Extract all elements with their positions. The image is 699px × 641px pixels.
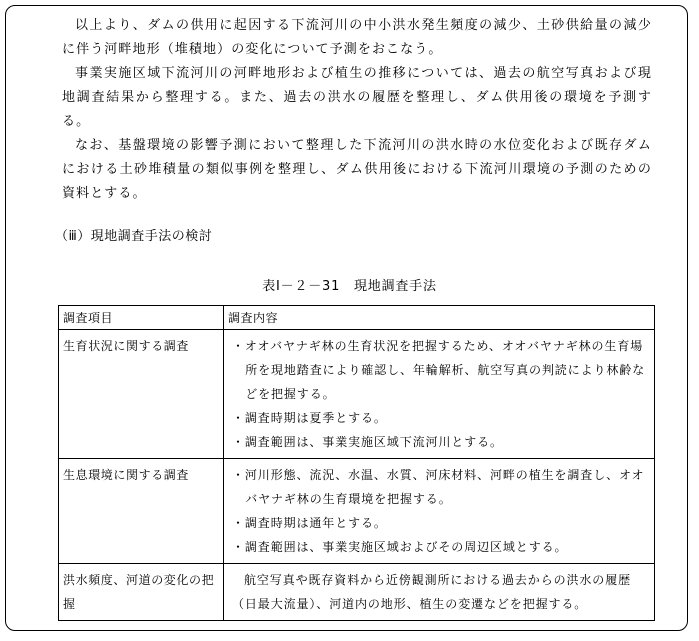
table-row	[59, 459, 655, 564]
intro-paragraph-3: なお、基盤環境の影響予測において整理した下流河川の洪水時の水位変化および既存ダムにおける土砂堆積量の類似事例を整理し、ダム供用後における下流河川環境の予測のための資料とする。	[62, 138, 652, 201]
header-survey-item: 調査項目	[59, 306, 224, 330]
bullet-text: ・調査時期は通年とする。	[232, 516, 387, 530]
content-text: 航空写真や既存資料から近傍観測所における過去からの洪水の履歴（日最大流量）、河道内の地形、植生の変遷などを把握する。	[232, 573, 632, 611]
header-survey-content: 調査内容	[224, 306, 655, 330]
survey-method-table	[58, 305, 655, 621]
row-item-growth: 生育状況に関する調査	[59, 330, 224, 459]
section-heading: （ⅲ）現地調査手法の検討	[55, 229, 213, 244]
table-header-row	[59, 306, 655, 330]
table-row	[59, 330, 655, 459]
bullet-text: ・調査範囲は、事業実施区域およびその周辺区域とする。	[232, 540, 568, 554]
row-content-habitat	[224, 459, 655, 564]
bullet-text: ・調査時期は夏季とする。	[232, 411, 387, 425]
bullet-text: ・調査範囲は、事業実施区域下流河川とする。	[232, 435, 503, 449]
row-item-habitat: 生息環境に関する調査	[59, 459, 224, 564]
intro-paragraph-2: 事業実施区域下流河川の河畔地形および植生の推移については、過去の航空写真および現地調査結果から整理する。また、過去の洪水の履歴を整理し、ダム供用後の環境を予測する。	[62, 66, 652, 129]
bullet-text: ・オオバヤナギ林の生育状況を把握するため、オオバヤナギ林の生育場所を現地踏査により確認し、年輪解析、航空写真の判読により林齢などを把握する。	[232, 339, 646, 401]
table-row	[59, 564, 655, 621]
table-caption: 表Ⅰ－２－31 現地調査手法	[262, 279, 437, 294]
intro-paragraph-1: 以上より、ダムの供用に起因する下流河川の中小洪水発生頻度の減少、土砂供給量の減少に伴う河畔地形（堆積地）の変化について予測をおこなう。	[62, 18, 652, 57]
bullet-text: ・河川形態、流況、水温、水質、河床材料、河畔の植生を調査し、オオバヤナギ林の生育環境を把握する。	[232, 468, 645, 506]
row-content-growth	[224, 330, 655, 459]
row-content-flood	[224, 564, 655, 621]
row-item-flood: 洪水頻度、河道の変化の把握	[59, 564, 224, 621]
